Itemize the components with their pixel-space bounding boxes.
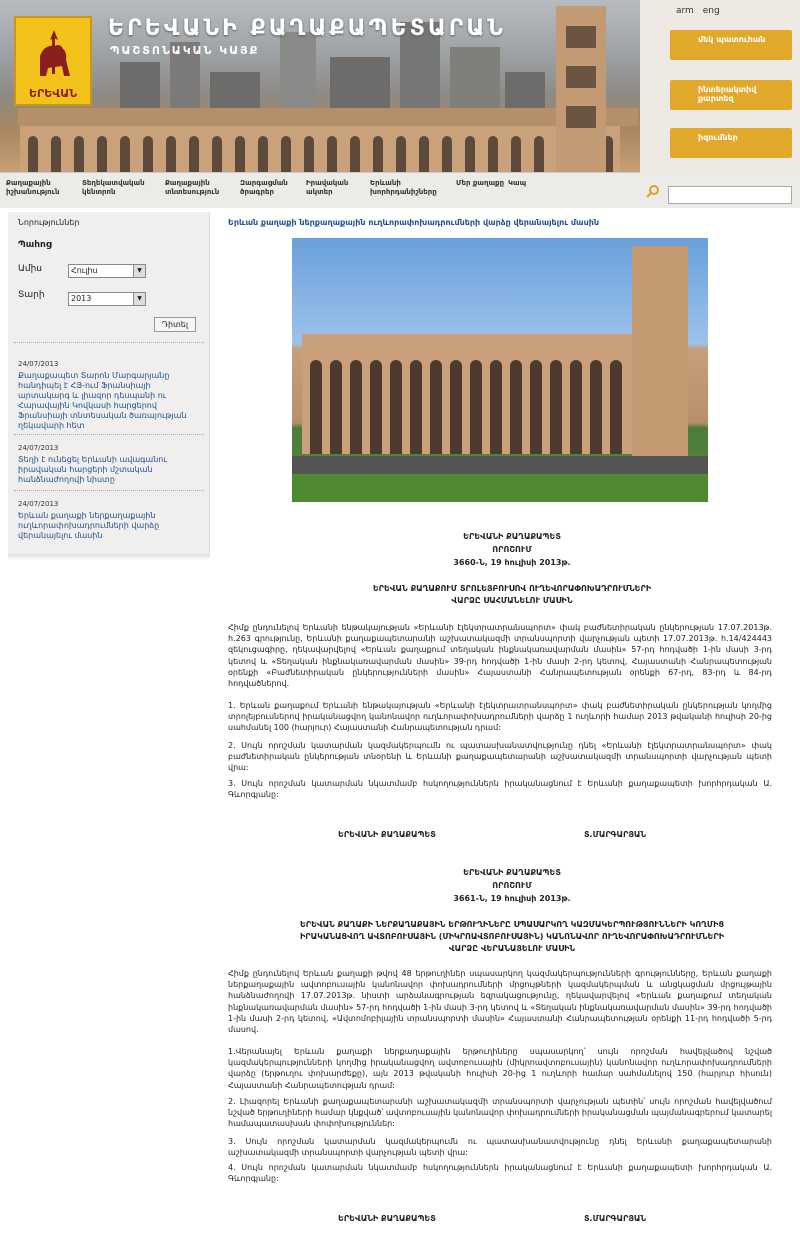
banner-image	[0, 0, 640, 172]
lion-emblem-icon	[30, 26, 78, 84]
decree1-point1: 1. Երևան քաղաքում Երևանի ենթակայության «Երևանի էլեկտրատրանսպորտ» փակ բաժնետիրական ընկերության կողմից տրոլեյբուսներով իրականացվող կանոնավոր ուղևորափոխադրումների վարձը 1 ուղևորի համար 2013 թվականի հուլիսի 20-ից սահմանել 100 (հարյուր) Հայաստանի Հանրապետության դրամ:	[228, 701, 772, 733]
site-title: ԵՐԵՎԱՆԻ ՔԱՂԱՔԱՊԵՏԱՐԱՆ	[108, 16, 507, 41]
one-window-button[interactable]: մեկ պատուհան	[670, 30, 792, 60]
news-link[interactable]: Տեղի է ունեցել Երևանի ավագանու իրավական հարցերի մշտական հանձնաժողովի նիստը	[18, 455, 167, 484]
decree2-signature-title: ԵՐԵՎԱՆԻ ՔԱՂԱՔԱՊԵՏ	[338, 1214, 436, 1223]
year-value: 2013	[71, 294, 92, 303]
decree1-signature-name: Տ.ՄԱՐԳԱՐՅԱՆ	[584, 830, 647, 839]
decree2-signature-name: Տ.ՄԱՐԳԱՐՅԱՆ	[584, 1214, 647, 1223]
decree2-point1: 1.Վերանայել Երևան քաղաքի ներքաղաքային երթուղիները սպասարկող՝ սույն որոշման հավելվածով նշված կազմակերպությունների կողմից իրականացվող ավտոբուսային (միկրոավտոբուսային) կանոնավոր ուղևորափոխադրումների վարձը (երթուղու փոխարժեքը), այն 2013 թվականի հուլիսի 20-ից 1 ուղևորի համար սահմանելով 150 (հարյուր հիսուն) Հայաստանի Հանրապետության դրամ:	[228, 1047, 772, 1090]
decree1-title-line1: ԵՐԵՎԱՆ ՔԱՂԱՔՈՒՄ ՏՐՈԼԵՅԲՈՒՍՈՎ ՈՒՂԵՎՈՐԱՓՈԽԱԴՐՈՒՄՆԵՐԻ	[372, 584, 652, 593]
divider	[14, 342, 204, 343]
month-select[interactable]	[68, 264, 146, 278]
decree1-point2: 2. Սույն որոշման կատարման կազմակերպումն ու պատասխանատվությունը դնել «Երևանի էլեկտրատրանսպորտ» փակ բաժնետիրական ընկերության տնօրենի և Երևանի քաղաքապետարանի աշխատակազմի տրանսպորտի վարչության պետի վրա:	[228, 741, 772, 773]
nav-item-contact[interactable]: Կապ	[508, 179, 527, 187]
decree1-signature-title: ԵՐԵՎԱՆԻ ՔԱՂԱՔԱՊԵՏ	[338, 830, 436, 839]
lang-arm[interactable]: arm	[676, 6, 694, 16]
interactive-map-button[interactable]: ինտերակտիվ քարտեզ	[670, 80, 792, 110]
logo-text: ԵՐԵՎԱՆ	[28, 87, 78, 100]
main-nav	[0, 172, 640, 208]
decree1-title-line2: ՎԱՐՁԸ ՍԱՀՄԱՆԵԼՈՒ ՄԱՍԻՆ	[451, 596, 573, 605]
news-link[interactable]: Քաղաքապետ Տարոն Մարգարյանը հանդիպել է ՀՅ-ում Ֆրանսիայի արտակարգ և լիազոր դեսպանի ու Հարավային Կովկասի հարցերով Ֆրանսիայի տնտեսական ծառայության ղեկավարի հետ	[18, 371, 187, 430]
month-label: Ամիս	[18, 264, 43, 274]
month-value: Հուլիս	[71, 266, 98, 275]
search-area	[640, 172, 800, 208]
sidebar-shadow	[8, 554, 210, 560]
language-switcher	[676, 6, 726, 16]
nav-item-development[interactable]: Զարգացման ծրագրեր	[240, 179, 288, 196]
sidebar-archive-label: Պահոց	[18, 240, 52, 250]
decree1-type: ՈՐՈՇՈՒՄ	[492, 545, 532, 554]
year-select[interactable]	[68, 292, 146, 306]
decree2-preamble: Հիմք ընդունելով Երևան քաղաքի թվով 48 երթուղիներ սպասարկող կազմակերպությունների գրությունները, Երևան քաղաքի ներքաղաքային ավտոբուսային կանոնավոր փոխադրումների մրցույթների կազմակերպման և անցկացման մրցույթային հանձնաժողովի 17.07.2013թ. նիստի արձանագրության եզրակացությունը, ղեկավարվելով «Երևան քաղաքում տեղական ինքնակառավարման մասին» 57-րդ հոդվածի 1-ին մասի 3-րդ կետով և «Տեղական ինքնակառավարման մասին» 39-րդ հոդվածի 1-ին մասի 2-րդ կետով, «Ավտոմոբիլային տրանսպորտի մասին» Հայաստանի Հանրապետության օրենքի 11-րդ հոդվածի 5-րդ մասով.	[228, 969, 772, 1035]
decree2-title-line2: ԻՐԱԿԱՆԱՑՎՈՂ ԱՎՏՈԲՈՒՍԱՅԻՆ (ՄԻԿՐՈԱՎՏՈԲՈՒՍԱՅԻՆ) ԿԱՆՈՆԱՎՈՐ ՈՒՂԵՎՈՐԱՓՈԽԱԴՐՈՒՄՆԵՐԻ	[299, 932, 725, 941]
chevron-down-icon: ▼	[133, 265, 145, 277]
news-button[interactable]: իզումներ	[670, 128, 792, 158]
logo[interactable]	[14, 16, 92, 106]
decree1-header: ԵՐԵՎԱՆԻ ՔԱՂԱՔԱՊԵՏ	[463, 532, 561, 541]
nav-item-city-economy[interactable]: Քաղաքային տնտեսություն	[165, 179, 220, 196]
year-label: Տարի	[18, 290, 45, 300]
decree2-header: ԵՐԵՎԱՆԻ ՔԱՂԱՔԱՊԵՏ	[463, 868, 561, 877]
search-input[interactable]	[668, 186, 792, 204]
nav-item-info-center[interactable]: Տեղեկատվական կենտրոն	[82, 179, 145, 196]
nav-item-symbols[interactable]: Երևանի խորհրդանիշները	[370, 179, 437, 196]
decree2-point4: 4. Սույն որոշման կատարման նկատմամբ հսկողություններն իրականացնում է Երևանի քաղաքապետի խորհրդական Ա. Գևորգյանը:	[228, 1163, 772, 1184]
sidebar	[8, 212, 210, 558]
header	[0, 0, 800, 208]
lang-eng[interactable]: eng	[702, 6, 720, 16]
header-right-panel	[640, 0, 800, 172]
search-icon[interactable]	[646, 184, 660, 198]
view-button[interactable]: Դիտել	[154, 317, 196, 332]
site-subtitle: ՊԱՇՏՈՆԱԿԱՆ ԿԱՅՔ	[110, 44, 260, 57]
chevron-down-icon: ▼	[133, 293, 145, 305]
decree1-preamble: Հիմք ընդունելով Երևանի ենթակայության «Երևանի էլեկտրատրանսպորտ» փակ բաժնետիրական ընկերության 17.07.2013թ. հ.263 գրությունը, Երևանի քաղաքապետարանի աշխատակազմի տրանսպորտի վարչության պետի 17.07.2013թ. հ.14/424443 զեկուցագիրը, ղեկավարվելով «Երևան քաղաքում տեղական ինքնակառավարման մասին» 57-րդ հոդվածի 1-ին մասի 3-րդ կետով և «Տեղական ինքնակառավարման մասին» 39-րդ հոդվածի 1-ին մասի 2-րդ կետով, Հայաստանի Հանրապետության օրենքի «Բաժնետիրական ընկերությունների մասին» Հայաստանի Հանրապետության օրենքի 67-րդ, 83-րդ և 84-րդ հոդվածներով.	[228, 623, 772, 689]
news-date: 24/07/2013	[18, 360, 59, 368]
nav-item-our-city[interactable]: Մեր քաղաքը	[456, 179, 505, 187]
nav-item-legal-acts[interactable]: Իրավական ակտեր	[306, 179, 349, 196]
news-link[interactable]: Երևան քաղաքի ներքաղաքային ուղևորափոխադրումների վարձը վերանայելու մասին	[18, 511, 160, 540]
sidebar-news-label[interactable]: Նորություններ	[18, 218, 80, 227]
decree2-point3: 3. Սույն որոշման կատարման կազմակերպումն ու պատասխանատվությունը դնել Երևանի քաղաքապետարանի աշխատակազմի տրանսպորտի վարչության պետի վրա:	[228, 1137, 772, 1158]
main-content	[228, 212, 796, 1246]
nav-item-government[interactable]: Քաղաքային իշխանություն	[6, 179, 60, 196]
divider	[14, 434, 204, 435]
article-title: Երևան քաղաքի ներքաղաքային ուղևորափոխադրումների վարձը վերանայելու մասին	[228, 218, 599, 227]
decree2-point2: 2. Լիազորել Երևանի քաղաքապետարանի աշխատակազմի տրանսպորտի վարչության պետին՝ սույն որոշման հավելվածում նշված երթուղիների համար կնքված՝ ավտոբուսային կանոնավոր փոխադրումների իրականացման պայմանագրերում կատարել համապատասխան փոփոխություններ:	[228, 1097, 772, 1129]
decree2-title-line1: ԵՐԵՎԱՆ ՔԱՂԱՔԻ ՆԵՐՔԱՂԱՔԱՅԻՆ ԵՐԹՈՒՂԻՆԵՐԸ ՍՊԱՍԱՐԿՈՂ ԿԱԶՄԱԿԵՐՊՈՒԹՅՈՒՆՆԵՐԻ ԿՈՂՄԻՑ	[299, 920, 725, 929]
news-date: 24/07/2013	[18, 444, 59, 452]
divider	[14, 490, 204, 491]
decree1-point3: 3. Սույն որոշման կատարման նկատմամբ հսկողություններն իրականացնում է Երևանի քաղաքապետի խորհրդական Ա. Գևորգյանը:	[228, 779, 772, 800]
decree2-type: ՈՐՈՇՈՒՄ	[492, 881, 532, 890]
city-hall-photo	[292, 238, 708, 502]
decree2-number: 3661-Ն, 19 հուլիսի 2013թ.	[453, 894, 571, 903]
decree1-number: 3660-Ն, 19 հուլիսի 2013թ.	[453, 558, 571, 567]
decree2-title-line3: ՎԱՐՁԸ ՎԵՐԱՆԱՅԵԼՈՒ ՄԱՍԻՆ	[448, 944, 576, 953]
news-date: 24/07/2013	[18, 500, 59, 508]
